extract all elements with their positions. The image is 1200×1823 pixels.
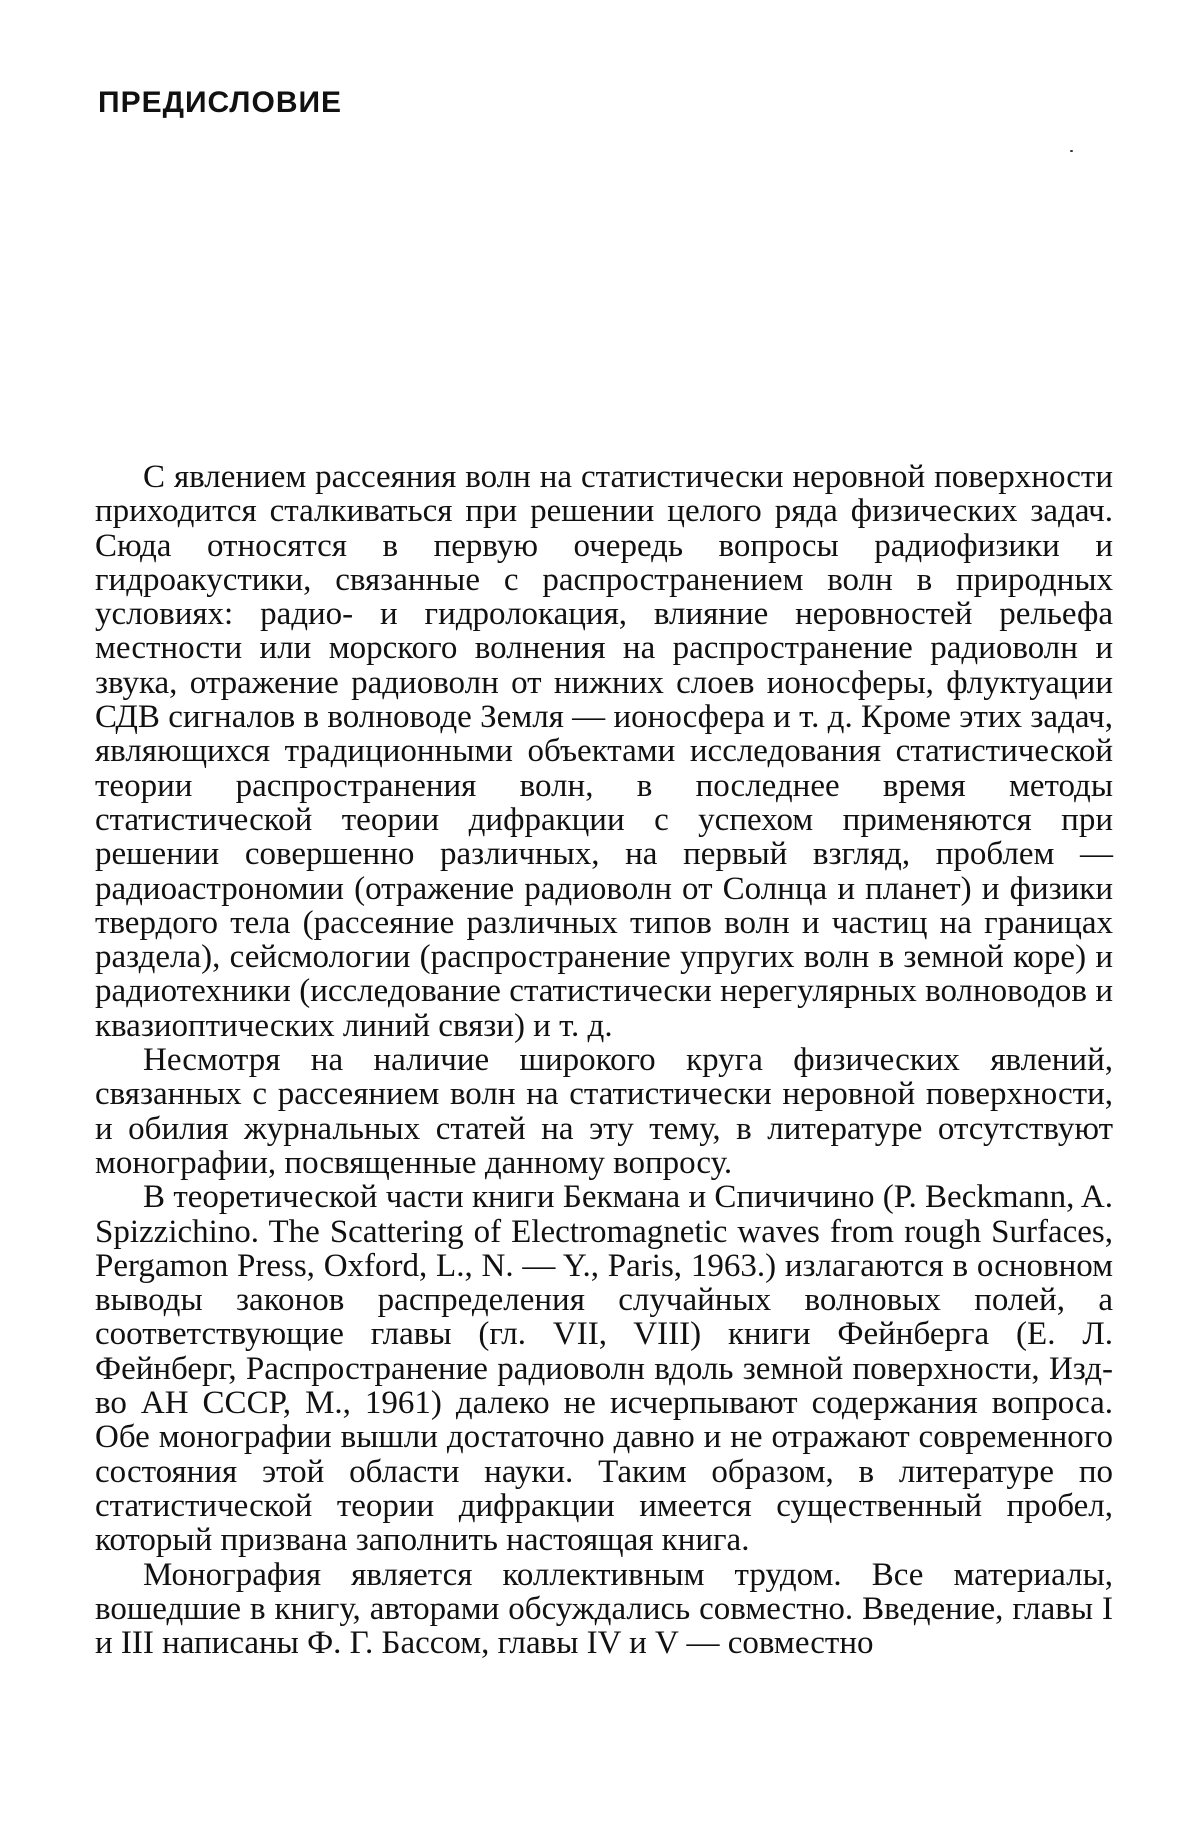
paragraph: Монография является коллективным трудом. Все материалы, вошедшие в книгу, авторами обсуждались совместно. Введение, главы I и III написаны Ф. Г. Бассом, главы IV и V — совместно	[95, 1556, 1113, 1662]
paragraph: Несмотря на наличие широкого круга физических явлений, связанных с рассеянием волн на статистически неровной поверхности, и обилия журнальных статей на эту тему, в литературе отсутствуют монографии, посвященные данному вопросу.	[95, 1042, 1113, 1181]
body-text	[95, 460, 1113, 1660]
scan-speck	[1070, 150, 1073, 152]
paragraph: В теоретической части книги Бекмана и Спичичино (P. Beckmann, A. Spizzichino. The Scattering of Electromagnetic waves from rough Surfaces, Pergamon Press, Oxford, L., N. — Y., Paris, 1963.) излагаются в основном выводы законов распределения случайных волновых полей, а соответствующие главы (гл. VII, VIII) книги Фейнберга (Е. Л. Фейнберг, Распространение радиоволн вдоль земной поверхности, Изд-во АН СССР, М., 1961) далеко не исчерпывают содержания вопроса. Обе монографии вышли достаточно давно и не отражают современного состояния этой области науки. Таким образом, в литературе по статистической теории дифракции имеется существенный пробел, который призвана заполнить настоящая книга.	[95, 1179, 1113, 1559]
page-title: ПРЕДИСЛОВИЕ	[98, 86, 343, 119]
paragraph: С явлением рассеяния волн на статистически неровной поверхности приходится сталкиваться при решении целого ряда физических задач. Сюда относятся в первую очередь вопросы радиофизики и гидроакустики, связанные с распространением волн в природных условиях: радио- и гидролокация, влияние неровностей рельефа местности или морского волнения на распространение радиоволн и звука, отражение радиоволн от нижних слоев ионосферы, флуктуации СДВ сигналов в волноводе Земля — ионосфера и т. д. Кроме этих задач, являющихся традиционными объектами исследования статистической теории распространения волн, в последнее время методы статистической теории дифракции с успехом применяются при решении совершенно различных, на первый взгляд, проблем — радиоастрономии (отражение радиоволн от Солнца и планет) и физики твердого тела (рассеяние различных типов волн и частиц на границах раздела), сейсмологии (распространение упругих волн в земной коре) и радиотехники (исследование статистически нерегулярных волноводов и квазиоптических линий связи) и т. д.	[95, 459, 1113, 1044]
